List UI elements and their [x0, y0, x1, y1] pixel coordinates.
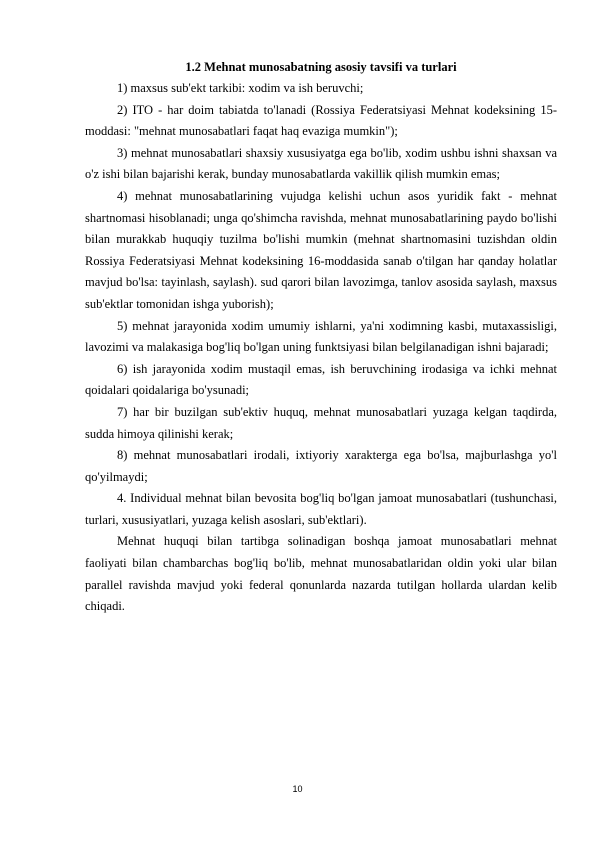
- paragraph-item-4: 4) mehnat munosabatlarining vujudga kelishi uchun asos yuridik fakt - mehnat shartnomasi hisoblanadi; unga qo'shimcha ravishda, mehnat munosabatlarining paydo bo'lishi bilan murakkab huquqiy tuzilma bo'lishi mumkin (mehnat shartnomasini tuzishdan oldin Rossiya Federatsiyasi Mehnat kodeksining 16-moddasida sanab o'tilgan har qanday holatlar mavjud bo'lsa: tayinlash, saylash). sud qarori bilan lavozimga, tanlov asosida saylash, maxsus sub'ektlar tomonidan ishga yuborish);: [85, 188, 557, 311]
- page-body: [85, 57, 557, 618]
- section-heading: 1.2 Mehnat munosabatning asosiy tavsifi va turlari: [185, 60, 457, 74]
- paragraph-item-2: 2) ITO - har doim tabiatda to'lanadi (Rossiya Federatsiyasi Mehnat kodeksining 15-moddasi: "mehnat munosabatlari faqat haq evaziga mumkin");: [85, 102, 557, 139]
- paragraph-item-3: 3) mehnat munosabatlari shaxsiy xususiyatga ega bo'lib, xodim ushbu ishni shaxsan va o'z ishi bilan bajarishi kerak, bunday munosabatlarda vakillik qilish mumkin emas;: [85, 145, 557, 182]
- paragraph-closing: Mehnat huquqi bilan tartibga solinadigan boshqa jamoat munosabatlari mehnat faoliyati bilan chambarchas bog'liq bo'lib, mehnat munosabatlaridan oldin yoki ular bilan parallel ravishda mavjud yoki federal qonunlarda nazarda tutilgan hollarda ulardan kelib chiqadi.: [85, 534, 557, 614]
- paragraph-item-6: 6) ish jarayonida xodim mustaqil emas, ish beruvchining irodasiga va ichki mehnat qoidalari qoidalariga bo'ysunadi;: [85, 361, 557, 398]
- paragraph-item-5: 5) mehnat jarayonida xodim umumiy ishlarni, ya'ni xodimning kasbi, mutaxassisligi, lavozimi va malakasiga bog'liq bo'lgan uning funktsiyasi bilan belgilanadigan ishni bajaradi;: [85, 318, 557, 355]
- paragraph-item-7: 7) har bir buzilgan sub'ektiv huquq, mehnat munosabatlari yuzaga kelgan taqdirda, sudda himoya qilinishi kerak;: [85, 404, 557, 441]
- paragraph-section-4: 4. Individual mehnat bilan bevosita bog'liq bo'lgan jamoat munosabatlari (tushunchasi, turlari, xususiyatlari, yuzaga kelish asoslari, sub'ektlari).: [85, 491, 557, 527]
- page-number: 10: [292, 784, 303, 794]
- paragraph-item-8: 8) mehnat munosabatlari irodali, ixtiyoriy xarakterga ega bo'lsa, majburlashga yo'l qo'yilmaydi;: [85, 448, 557, 484]
- paragraph-item-1: 1) maxsus sub'ekt tarkibi: xodim va ish beruvchi;: [117, 81, 364, 95]
